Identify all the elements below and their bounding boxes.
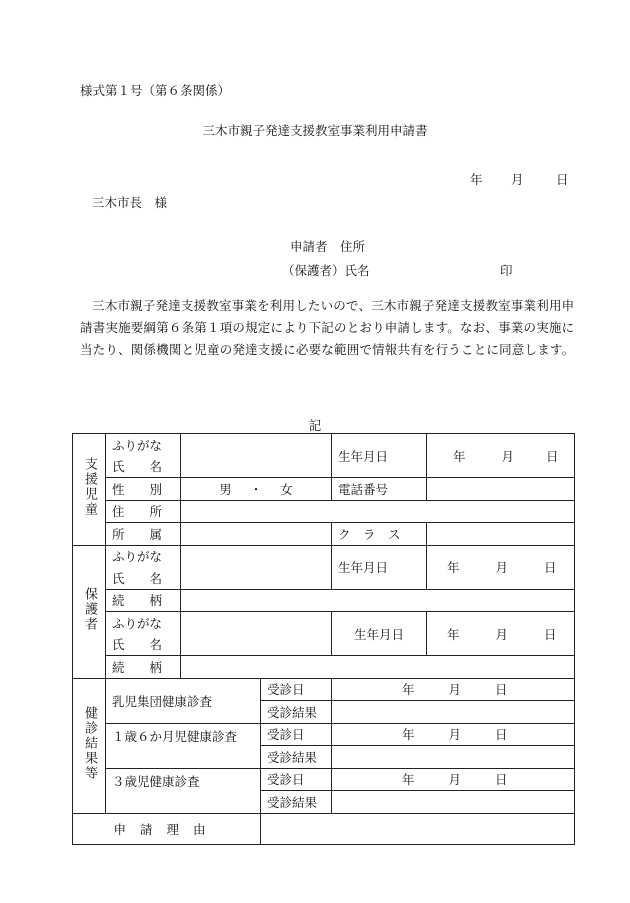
guardian2-birth-year: 年 <box>447 626 460 642</box>
checkup3-day: 日 <box>495 772 508 788</box>
guardian1-relation-label: 続 柄 <box>106 589 181 612</box>
guardian2-furigana-label: ふりがな <box>106 612 181 634</box>
seal-mark: 印 <box>500 263 513 278</box>
checkup1-date-label: 受診日 <box>261 678 332 701</box>
child-name-field[interactable] <box>181 434 332 478</box>
checkup2-day: 日 <box>495 727 508 743</box>
checkup3-date-label: 受診日 <box>261 768 332 791</box>
guardian2-name-field[interactable] <box>181 612 332 656</box>
checkup3-result-field[interactable] <box>332 791 575 814</box>
checkup3-name: ３歳児健康診査 <box>106 768 261 813</box>
checkup1-year: 年 <box>402 682 415 698</box>
application-table <box>72 433 575 845</box>
checkup3-month: 月 <box>448 772 462 788</box>
child-phone-label: 電話番号 <box>332 478 427 501</box>
date-month-label: 月 <box>511 172 524 187</box>
child-class-label: ク ラ ス <box>332 523 427 546</box>
child-birth-label: 生年月日 <box>332 434 427 478</box>
guardian2-birth-label: 生年月日 <box>332 612 427 656</box>
child-class-field[interactable] <box>427 523 575 546</box>
applicant-name-label: （保護者）氏名 <box>282 263 370 278</box>
child-phone-field[interactable] <box>427 478 575 501</box>
checkup1-name: 乳児集団健康診査 <box>106 678 261 723</box>
date-year-label: 年 <box>470 172 483 187</box>
date-day-label: 日 <box>556 172 569 187</box>
checkup1-day: 日 <box>495 682 508 698</box>
guardian1-relation-field[interactable] <box>181 589 575 612</box>
checkup2-date-label: 受診日 <box>261 723 332 746</box>
child-furigana-label: ふりがな <box>106 434 181 456</box>
guardian1-name-label: 氏 名 <box>106 567 181 589</box>
reason-field[interactable] <box>261 813 575 844</box>
ki-heading: 記 <box>308 418 322 433</box>
checkup2-result-field[interactable] <box>332 746 575 769</box>
child-birth-month: 月 <box>501 448 515 464</box>
guardian2-birth-day: 日 <box>544 626 557 642</box>
applicant-address-label: 申請者 住所 <box>290 239 366 254</box>
guardian1-birth-day: 日 <box>544 560 557 575</box>
document-title: 三木市親子発達支援教室事業利用申請書 <box>202 123 428 138</box>
checkup2-date-field[interactable] <box>332 723 575 746</box>
guardian2-relation-label: 続 柄 <box>106 656 181 679</box>
checkup1-month: 月 <box>448 682 462 698</box>
child-address-field[interactable] <box>181 500 575 523</box>
checkup1-date-field[interactable] <box>332 678 575 701</box>
checkup3-year: 年 <box>402 772 415 788</box>
guardian1-birth-month: 月 <box>495 560 509 575</box>
guardian2-birth-field[interactable] <box>427 612 575 656</box>
body-text: 三木市親子発達支援教室事業を利用したいので、三木市親子発達支援教室事業利用申請書実施要綱第６条第１項の規定により下記のとおり申請します。なお、事業の実施に当たり、関係機関と児童の発達支援に必要な範囲で情報共有を行うことに同意します。 <box>80 298 575 357</box>
child-birth-field[interactable] <box>427 434 575 478</box>
group-guardian: 保護者 <box>73 545 106 678</box>
guardian2-name-label: 氏 名 <box>106 634 181 656</box>
checkup3-result-label: 受診結果 <box>261 791 332 814</box>
child-name-label: 氏 名 <box>106 456 181 478</box>
group-checkups: 健診結果等 <box>73 678 106 813</box>
sex-male-option[interactable]: 男 <box>219 481 232 497</box>
form-number: 様式第１号（第６条関係） <box>80 83 231 98</box>
child-sex-label: 性 別 <box>106 478 181 501</box>
sex-separator: ・ <box>249 481 263 497</box>
checkup2-year: 年 <box>402 727 415 743</box>
guardian1-name-field[interactable] <box>181 545 332 589</box>
reason-label: 申請理由 <box>73 813 261 844</box>
guardian2-birth-month: 月 <box>495 626 509 642</box>
guardian2-relation-field[interactable] <box>181 656 575 679</box>
checkup2-result-label: 受診結果 <box>261 746 332 769</box>
guardian1-furigana-label: ふりがな <box>106 545 181 567</box>
checkup3-date-field[interactable] <box>332 768 575 791</box>
child-birth-day: 日 <box>546 448 559 464</box>
checkup1-result-field[interactable] <box>332 701 575 724</box>
group-child: 支援児童 <box>73 434 106 546</box>
child-address-label: 住 所 <box>106 500 181 523</box>
child-affiliation-label: 所 属 <box>106 523 181 546</box>
child-sex-field[interactable] <box>181 478 332 501</box>
child-birth-year: 年 <box>453 448 466 464</box>
guardian1-birth-label: 生年月日 <box>332 545 427 589</box>
guardian1-birth-field[interactable] <box>427 545 575 589</box>
child-affiliation-field[interactable] <box>181 523 332 546</box>
addressee: 三木市長 様 <box>92 195 168 210</box>
checkup1-result-label: 受診結果 <box>261 701 332 724</box>
guardian1-birth-year: 年 <box>447 560 460 575</box>
checkup2-name: １歳６か月児健康診査 <box>106 723 261 768</box>
checkup2-month: 月 <box>448 727 462 743</box>
sex-female-option[interactable]: 女 <box>280 481 293 497</box>
